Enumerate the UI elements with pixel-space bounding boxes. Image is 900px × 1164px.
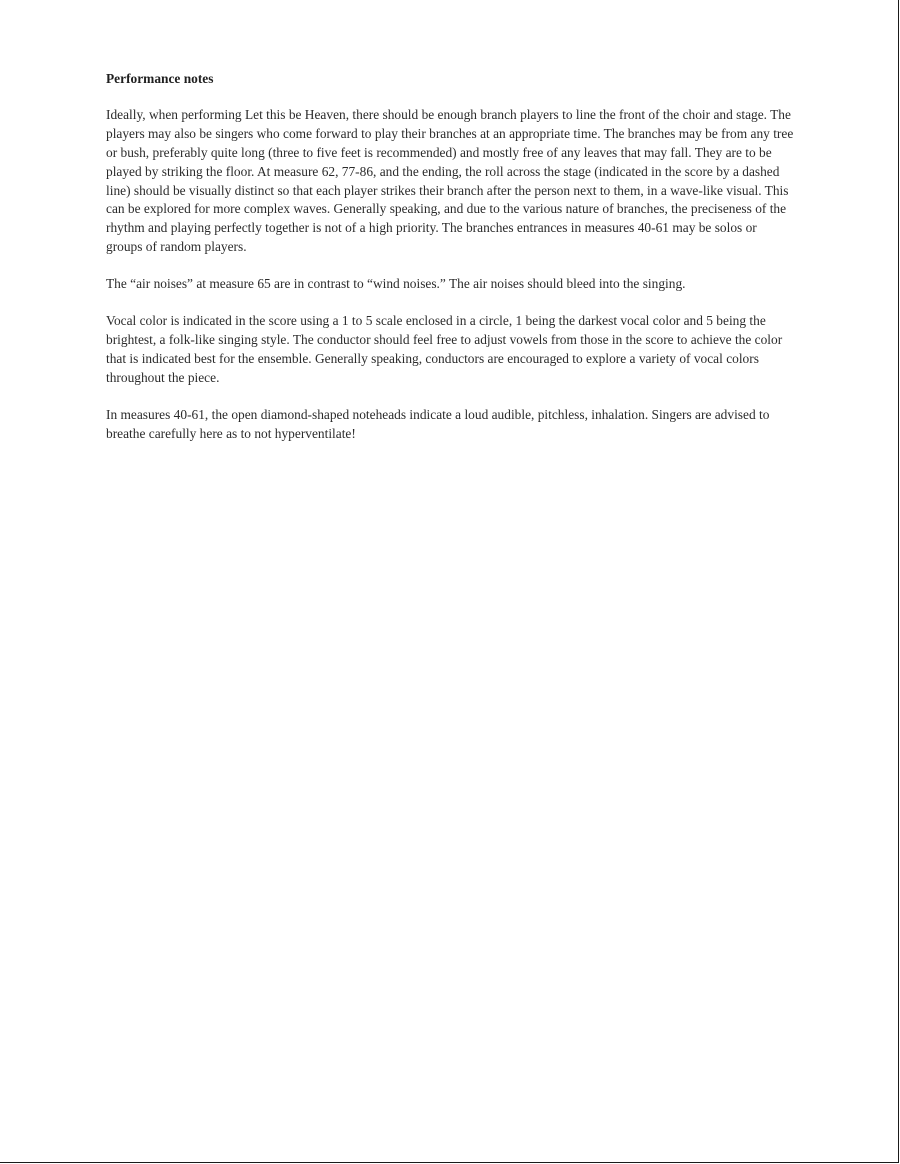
paragraph-vocal-color: Vocal color is indicated in the score using a 1 to 5 scale enclosed in a circle, 1 being the darkest vocal color and 5 being the brightest, a folk-like singing style. The conductor should feel free to adjust vowels from those in the score to achieve the color that is indicated best for the ensemble. Generally speaking, conductors are encouraged to explore a variety of vocal colors throughout the piece. bbox=[106, 313, 783, 385]
paragraph-inhalation: In measures 40-61, the open diamond-shaped noteheads indicate a loud audible, pitchless, inhalation. Singers are advised to breathe carefully here as to not hyperventilate! bbox=[106, 406, 770, 441]
paragraph-air-noises: The “air noises” at measure 65 are in contrast to “wind noises.” The air noises should bleed into the singing. bbox=[106, 276, 686, 292]
paragraph-branches: Ideally, when performing Let this be Heaven, there should be enough branch players to line the front of the choir and stage. The players may also be singers who come forward to play their branches at an appropriate time. The branches may be from any tree or bush, preferably quite long (three to five feet is recommended) and mostly free of any leaves that may fall. They are to be played by striking the floor. At measure 62, 77-86, and the ending, the roll across the stage (indicated in the score by a dashed line) should be visually distinct so that each player strikes their branch after the person next to them, in a wave-like visual. This can be explored for more complex waves. Generally speaking, and due to the various nature of branches, the preciseness of the rhythm and playing perfectly together is not of a high priority. The branches entrances in measures 40-61 may be solos or groups of random players. bbox=[106, 106, 794, 255]
section-heading: Performance notes bbox=[106, 71, 214, 86]
document-body bbox=[106, 70, 796, 462]
